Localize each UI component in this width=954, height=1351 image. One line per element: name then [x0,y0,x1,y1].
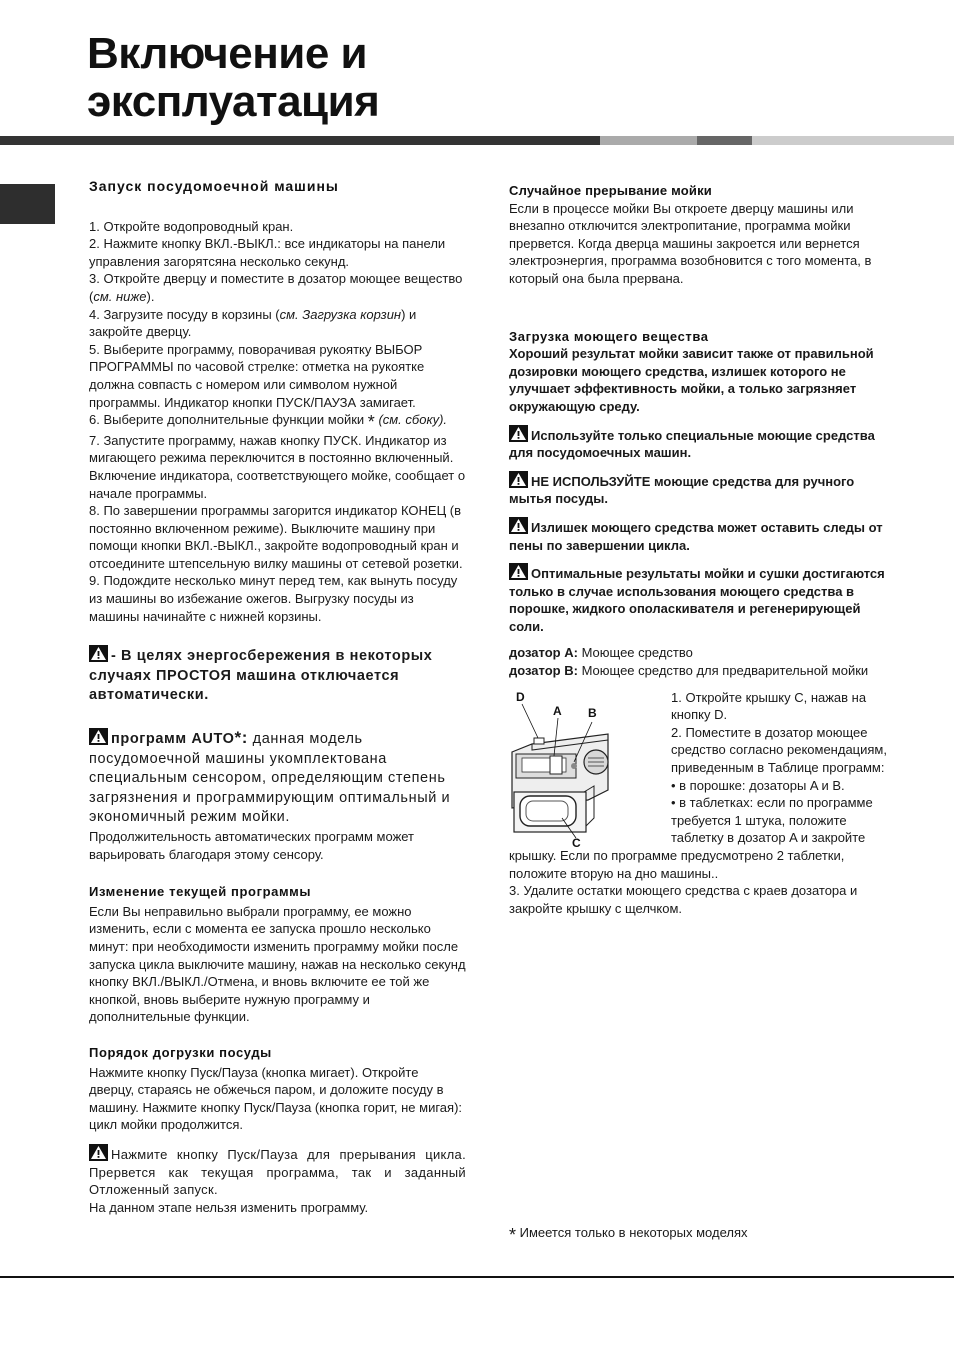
step-6-star: * [367,412,375,433]
warn-1 [509,425,889,462]
instr-1: 1. Откройте крышку C, нажав на кнопку D. [671,689,867,723]
step-6-text: 6. Выберите дополнительные функции мойки [89,412,368,428]
dispenser-b [509,662,889,680]
instr-powder: • в порошке: дозаторы A и B. [671,777,845,793]
dispenser-diagram [508,688,612,848]
instr-cont: крышку. Если по программе предусмотрено 2 таблетки, положите вторую на дно машины.. [509,848,845,881]
pause-note [89,1144,466,1199]
dispenser-b-label: дозатор B: [509,663,578,679]
change-text: Если Вы неправильно выбрали программу, ее можно изменить, если с момента ее запуска прошло несколько минут: при необходимости изменить программу мойки после запуска цикла выключите машину, нажав на несколько секунд кнопку ВКЛ./ВЫКЛ./Отмена, и вновь включите ее той же кнопкой, вновь выберите нужную программу и дополнительные функции. [89,903,466,1025]
instr-2: 2. Поместите в дозатор моющее средство согласно рекомендациям, приведенным в Таблице программ: [671,724,887,776]
section-tab-marker [0,184,55,224]
dispenser-a-label: дозатор A: [509,645,578,661]
auto-text: данная модель посудомоечной машины укомплектована специальным сенсором, определяющим степень загрязнения и программирующим оптимальный и экономичный режим мойки. [89,731,451,826]
footnote-text: Имеется только в некоторых моделях [516,1225,748,1240]
warn-4 [509,563,889,635]
warn-4-text: Оптимальные результаты мойки и сушки достигаются только в случае использования моющего средства в порошке, жидкого ополаскивателя и регенерирующей соли. [509,566,885,634]
step-1: 1. Откройте водопроводный кран. [89,218,294,234]
energy-note [89,645,466,706]
instr-tablets: • в таблетках: если по программе требуется 1 штука, положите таблетку в дозатор A и закройте [671,795,873,846]
auto-label: программ AUTO [111,731,235,748]
pause-note-2: На данном этапе нельзя изменить программу. [89,1199,369,1215]
dispenser-a-text: Моющее средство [577,645,693,661]
step-4-end: ) и закройте дверцу. [89,306,417,340]
dispenser-a [509,644,889,662]
header-bar-mid [697,136,752,145]
warning-icon [509,563,528,580]
header-bar-pale [752,136,954,145]
pause-note-text: Нажмите кнопку Пуск/Пауза для прерывания цикла. Прервется как текущая программа, так и заданный Отложенный запуск. [89,1146,466,1198]
auto-small: Продолжительность автоматических программ может варьировать благодаря этому сенсору. [89,829,415,862]
step-4 [89,306,466,341]
step-4-ref: см. Загрузка корзин [279,306,402,322]
warn-3 [509,517,889,554]
footnote-star: * [509,1225,517,1245]
warn-3-text: Излишек моющего средства может оставить следы от пены по завершении цикла. [509,519,883,553]
interrupt-text: Если в процессе мойки Вы откроете дверцу машины или внезапно отключится электропитание, программа мойки прервется. Когда дверца машины закроется или вернется электроэнергия, программа возобновится с того момента, в который она была прервана. [509,200,872,286]
step-5: 5. Выберите программу, поворачивая рукоятку ВЫБОР ПРОГРАММЫ по часовой стрелке: отметка на рукоятке должна совпасть с номером или символом нужной программы. Индикатор кнопки ПУСК/ПАУЗА замигает. [89,341,425,410]
diagram-label-b: B [588,706,597,720]
diagram-label-c: C [572,836,581,850]
start-title: Запуск посудомоечной машины [89,178,339,194]
energy-note-text: - В целях энергосбережения в некоторых случаях ПРОСТОЯ машина отключается автоматически. [89,648,433,704]
page-title-line2: эксплуатация [87,77,380,126]
warning-icon [509,425,528,442]
change-title: Изменение текущей программы [89,884,312,900]
start-steps [89,218,466,626]
warn-1-text: Используйте только специальные моющие средства для посудомоечных машин. [509,427,875,461]
warn-2-text: НЕ ИСПОЛЬЗУЙТЕ моющие средства для ручного мытья посуды. [509,473,855,507]
instr-3: 3. Удалите остатки моющего средства с краев дозатора и закройте крышку с щелчком. [509,883,858,916]
detergent-title: Загрузка моющего вещества [509,328,709,344]
warning-icon [89,1144,108,1161]
page-title-line1: Включение и [87,29,368,78]
diagram-label-d: D [516,690,525,704]
step-6-ref: (см. сбоку). [378,412,448,428]
step-6 [89,411,466,432]
reload-title: Порядок догрузки посуды [89,1044,272,1060]
warning-icon [509,471,528,488]
auto-note [89,728,466,828]
diagram-label-a: A [553,704,562,718]
interrupt-title: Случайное прерывание мойки [509,183,712,198]
warn-2 [509,471,889,508]
step-3 [89,270,466,305]
dispenser-instructions [671,689,889,847]
page-title [87,30,379,126]
detergent-intro: Хороший результат мойки зависит также от правильной дозировки моющего средства, излишек которого не улучшает эффективность мойки, а только загрязняет окружающую среду. [509,346,874,414]
footer-rule [0,1276,954,1278]
step-2: 2. Нажмите кнопку ВКЛ.-ВЫКЛ.: все индикаторы на панели управления загорятсяна несколько секунд. [89,236,446,269]
step-3-text: 3. Откройте дверцу и поместите в дозатор моющее вещество ( [89,271,463,304]
step-7: 7. Запустите программу, нажав кнопку ПУСК. Индикатор из мигающего режима переключится в постоянно включенный. Включение индикатора, соответствующего мойке, сообщает о начале программы. [89,432,466,501]
reload-text: Нажмите кнопку Пуск/Пауза (кнопка мигает). Откройте дверцу, стараясь не обжечься паром, и доложите посуду в машину. Нажмите кнопку Пуск/Пауза (кнопка горит, не мигая): цикл мойки продолжится. [89,1064,463,1133]
header-bar-dark [0,136,600,145]
step-4-text: 4. Загрузите посуду в корзины ( [89,306,280,322]
step-3-end: ). [146,288,155,304]
step-3-ref: см. ниже [93,288,147,304]
pointer-d [522,704,538,738]
dispenser-b-text: Моющее средство для предварительной мойки [577,663,869,679]
left-column [89,178,466,1216]
warning-icon [89,728,108,745]
step-8: 8. По завершении программы загорится индикатор КОНЕЦ (в постоянно включенном режиме). Выключите машину при помощи кнопки ВКЛ.-ВЫКЛ., закройте водопроводный кран и отсоедините штепсельную вилку машины от сетевой розетки. [89,503,463,571]
warning-icon [509,517,528,534]
step-9: 9. Подождите несколько минут перед тем, как вынуть посуду из машины во избежание ожегов. Выгрузку посуды из машины начинайте с нижней корзины. [89,573,458,624]
footnote [509,1224,748,1245]
warning-icon [89,645,108,662]
auto-star: *: [234,728,249,748]
header-bar-light [600,136,697,145]
